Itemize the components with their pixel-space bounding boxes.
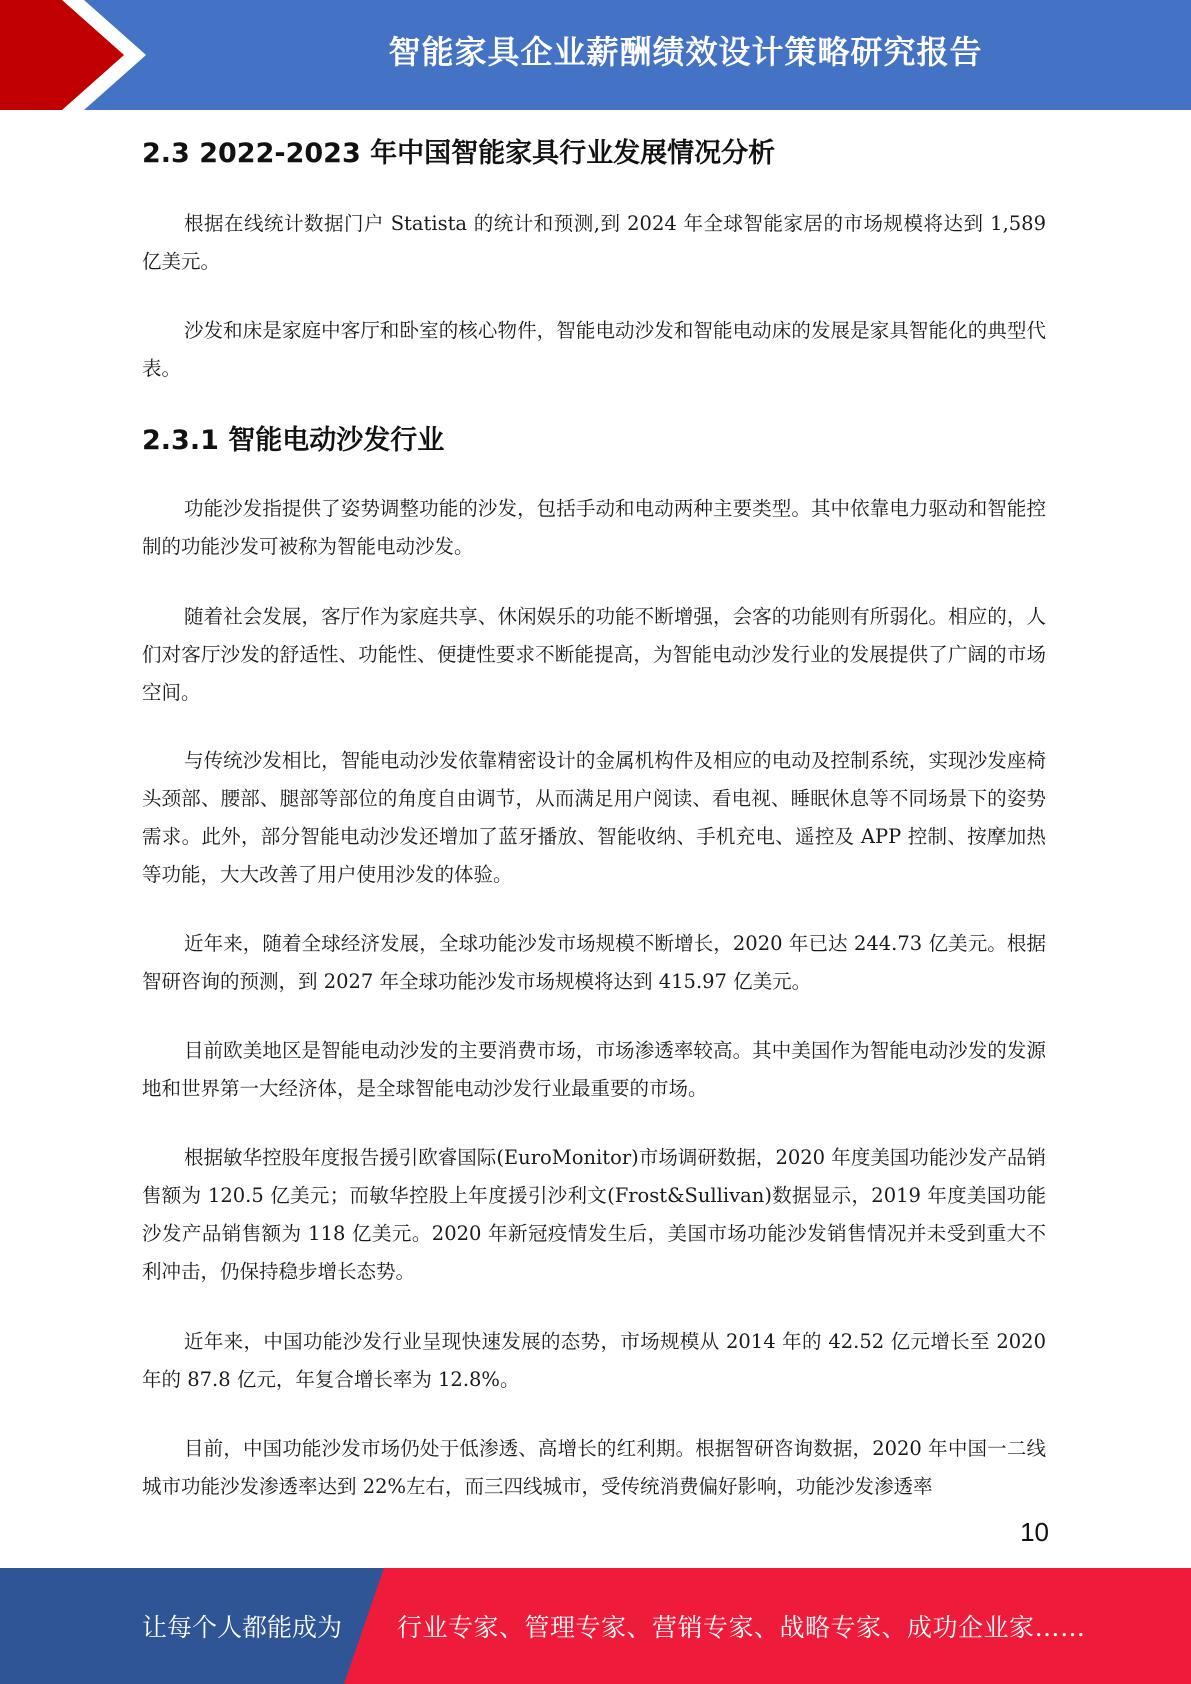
footer-roles: 行业专家、管理专家、营销专家、战略专家、成功企业家…… <box>397 1613 1086 1642</box>
paragraph: 目前欧美地区是智能电动沙发的主要消费市场，市场渗透率较高。其中美国作为智能电动沙发的发源地和世界第一大经济体，是全球智能电动沙发行业最重要的市场。 <box>142 1039 1046 1100</box>
page-number: 10 <box>1020 1517 1049 1547</box>
paragraph: 近年来，随着全球经济发展，全球功能沙发市场规模不断增长，2020 年已达 244.73 亿美元。根据智研咨询的预测，到 2027 年全球功能沙发市场规模将达到 415.97 亿美元。 <box>142 932 1046 993</box>
header-arrow-decoration <box>0 0 180 110</box>
section-heading-2-3-1: 2.3.1 智能电动沙发行业 <box>142 425 445 456</box>
paragraph: 功能沙发指提供了姿势调整功能的沙发，包括手动和电动两种主要类型。其中依靠电力驱动和智能控制的功能沙发可被称为智能电动沙发。 <box>142 497 1046 558</box>
footer-slogan: 让每个人都能成为 <box>142 1613 343 1642</box>
paragraph: 近年来，中国功能沙发行业呈现快速发展的态势，市场规模从 2014 年的 42.52 亿元增长至 2020 年的 87.8 亿元，年复合增长率为 12.8%。 <box>142 1330 1046 1391</box>
paragraph: 根据在线统计数据门户 Statista 的统计和预测,到 2024 年全球智能家居的市场规模将达到 1,589 亿美元。 <box>142 212 1046 273</box>
header-title: 智能家具企业薪酬绩效设计策略研究报告 <box>388 33 983 71</box>
paragraph: 根据敏华控股年度报告援引欧睿国际(EuroMonitor)市场调研数据，2020 年度美国功能沙发产品销售额为 120.5 亿美元；而敏华控股上年度援引沙利文(Frost&Sullivan)数据显示，2019 年度美国功能沙发产品销售额为 118 亿美元。2020 年新冠疫情发生后，美国市场功能沙发销售情况并未受到重大不利冲击，仍保持稳步增长态势。 <box>142 1146 1046 1283</box>
paragraph: 目前，中国功能沙发市场仍处于低渗透、高增长的红利期。根据智研咨询数据，2020 年中国一二线城市功能沙发渗透率达到 22%左右，而三四线城市，受传统消费偏好影响，功能沙发渗透率 <box>142 1437 1046 1498</box>
section-heading-2-3: 2.3 2022-2023 年中国智能家具行业发展情况分析 <box>142 138 776 169</box>
paragraph: 沙发和床是家庭中客厅和卧室的核心物件，智能电动沙发和智能电动床的发展是家具智能化的典型代表。 <box>142 319 1046 380</box>
paragraph: 与传统沙发相比，智能电动沙发依靠精密设计的金属机构件及相应的电动及控制系统，实现沙发座椅头颈部、腰部、腿部等部位的角度自由调节，从而满足用户阅读、看电视、睡眠休息等不同场景下的姿势需求。此外，部分智能电动沙发还增加了蓝牙播放、智能收纳、手机充电、遥控及 APP 控制、按摩加热等功能，大大改善了用户使用沙发的体验。 <box>142 749 1046 886</box>
paragraph: 随着社会发展，客厅作为家庭共享、休闲娱乐的功能不断增强，会客的功能则有所弱化。相应的，人们对客厅沙发的舒适性、功能性、便捷性要求不断能提高，为智能电动沙发行业的发展提供了广阔的市场空间。 <box>142 605 1046 704</box>
